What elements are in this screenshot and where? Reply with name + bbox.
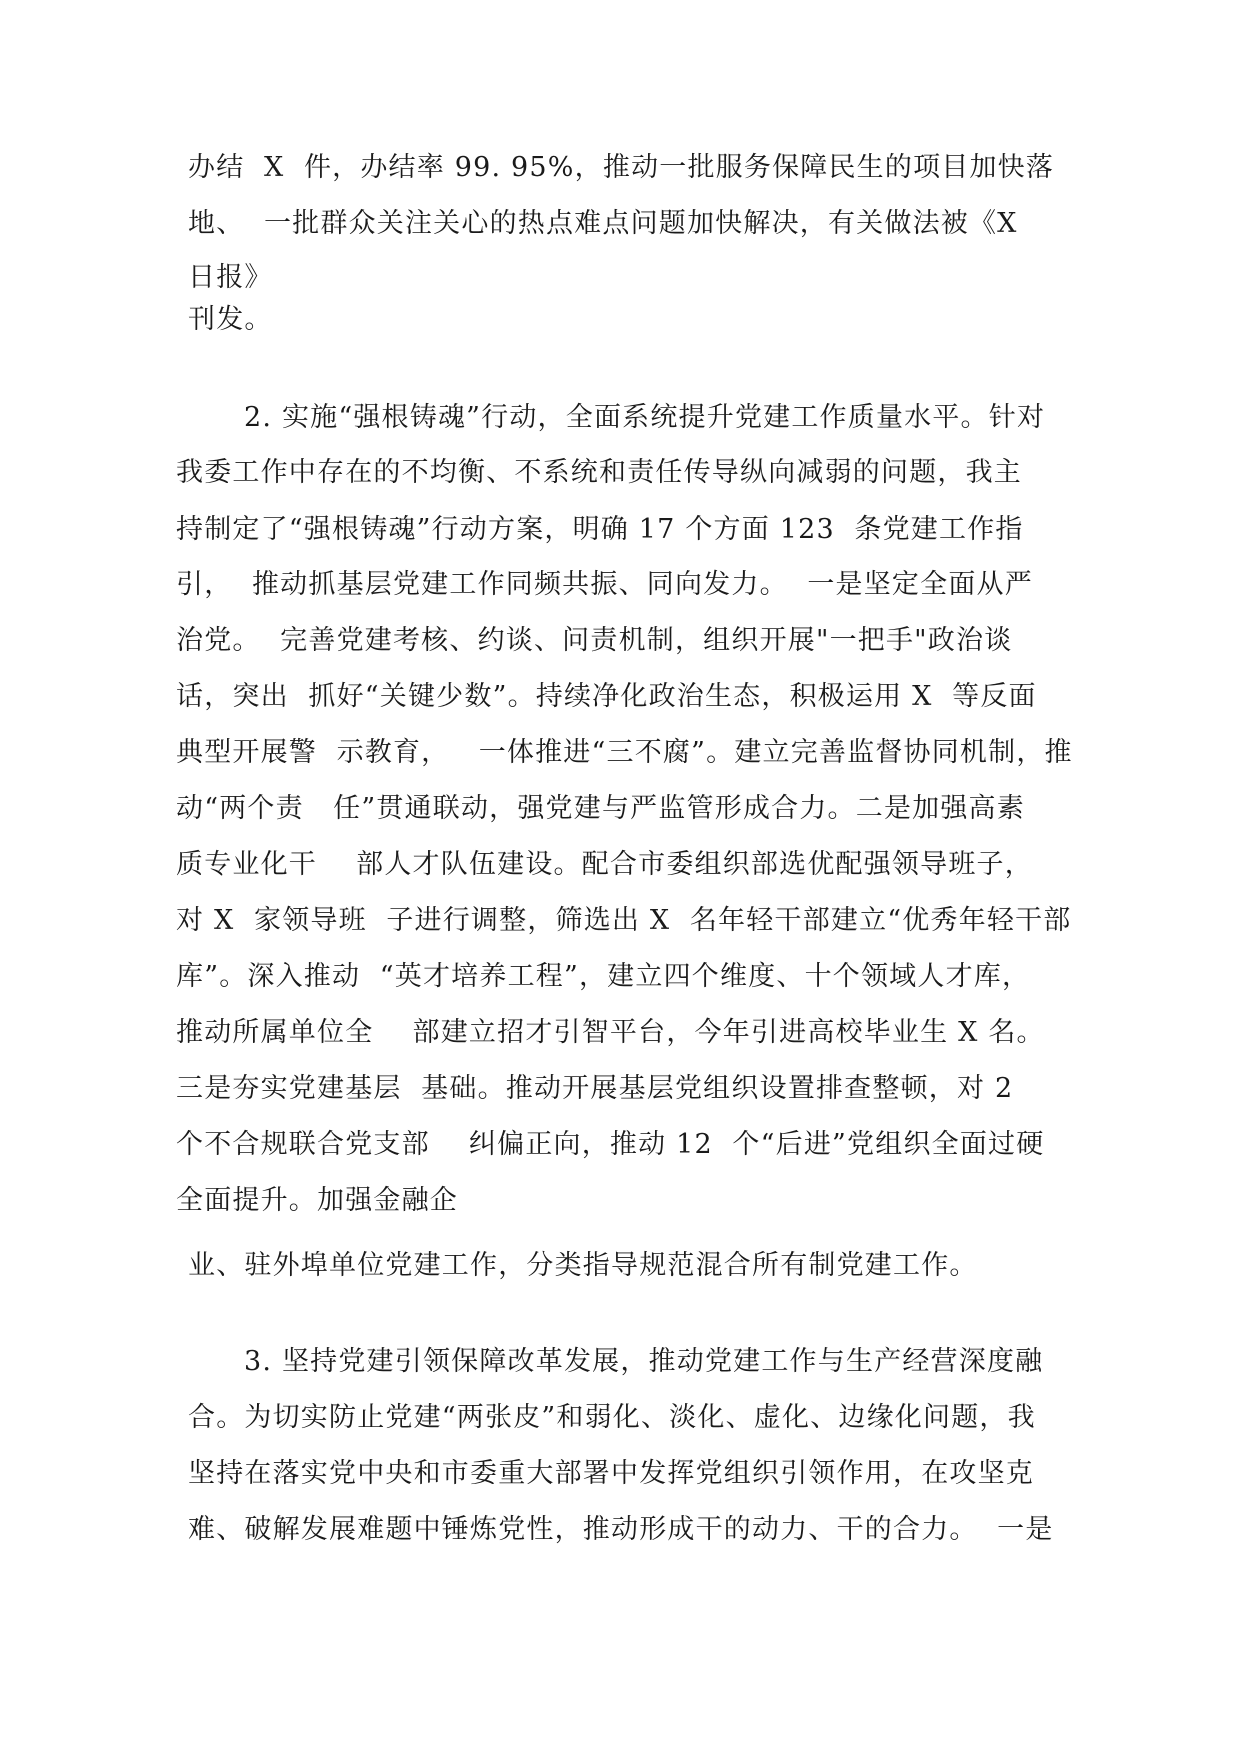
paragraph-line: 话，突出 抓好“关键少数”。持续净化政治生态，积极运用 X 等反面 [176,681,1037,712]
paragraph-line: 推动所属单位全 部建立招才引智平台，今年引进高校毕业生 X 名。 [176,1017,1045,1048]
paragraph-line: 质专业化干 部人才队伍建设。配合市委组织部选优配强领导班子， [176,849,1033,880]
paragraph-line: 库”。深入推动 “英才培养工程”，建立四个维度、十个领域人才库， [176,961,1031,992]
paragraph-line: 对 X 家领导班 子进行调整，筛选出 X 名年轻干部建立“优秀年轻干部 [176,905,1072,936]
paragraph-line: 办结 X 件，办结率 99. 95%，推动一批服务保障民生的项目加快落 [188,152,1055,183]
paragraph-line: 我委工作中存在的不均衡、不系统和责任传导纵向减弱的问题，我主 [176,457,1022,488]
paragraph-line: 动“两个责 任”贯通联动，强党建与严监管形成合力。二是加强高素 [176,793,1025,824]
paragraph-line: 个不合规联合党支部 纠偏正向，推动 12 个“后进”党组织全面过硬 [176,1129,1045,1160]
paragraph-line: 3. 坚持党建引领保障改革发展，推动党建工作与生产经营深度融 [244,1346,1044,1377]
paragraph-line: 日报》 [188,262,273,293]
paragraph-line: 难、破解发展难题中锤炼党性，推动形成干的动力、干的合力。 一是 [188,1514,1054,1545]
paragraph-line: 业、驻外埠单位党建工作，分类指导规范混合所有制党建工作。 [188,1250,978,1281]
paragraph-line: 刊发。 [188,304,273,335]
paragraph-line: 三是夯实党建基层 基础。推动开展基层党组织设置排查整顿，对 2 [176,1073,1014,1104]
paragraph-line: 合。为切实防止党建“两张皮”和弱化、淡化、虚化、边缘化问题，我 [188,1402,1036,1433]
paragraph-line: 引， 推动抓基层党建工作同频共振、同向发力。 一是坚定全面从严 [176,569,1033,600]
paragraph-line: 全面提升。加强金融企 [176,1185,458,1216]
paragraph-line: 治党。 完善党建考核、约谈、问责机制，组织开展"一把手"政治谈 [176,625,1013,656]
paragraph-line: 典型开展警 示教育， 一体推进“三不腐”。建立完善监督协同机制，推 [176,737,1073,768]
paragraph-line: 2. 实施“强根铸魂”行动，全面系统提升党建工作质量水平。针对 [244,402,1046,433]
paragraph-line: 坚持在落实党中央和市委重大部署中发挥党组织引领作用，在攻坚克 [188,1458,1034,1489]
paragraph-line: 持制定了“强根铸魂”行动方案，明确 17 个方面 123 条党建工作指 [176,514,1024,545]
paragraph-line: 地、 一批群众关注关心的热点难点问题加快解决，有关做法被《X [188,208,1018,239]
